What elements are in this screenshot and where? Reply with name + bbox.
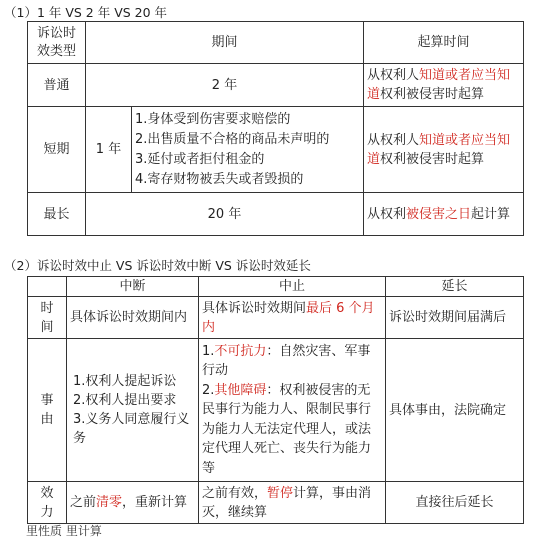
row-effect-extend: 直接往后延长 bbox=[386, 482, 524, 524]
row-short-years: 1 年 bbox=[86, 107, 132, 193]
list-item: 1.不可抗力：自然灾害、军事行动 bbox=[202, 343, 371, 379]
row-normal-type: 普通 bbox=[28, 64, 86, 107]
header-extend: 延长 bbox=[386, 277, 524, 297]
list-item: 2.其他障碍：权利被侵害的无民事行为能力人、限制民事行为能力人无法定代理人，或法定代理人死亡、丧失行为能力等 bbox=[202, 382, 372, 476]
list-item: 4.寄存财物被丢失或者毁损的 bbox=[135, 171, 304, 187]
row-longest-period: 20 年 bbox=[86, 193, 364, 236]
row-longest-type: 最长 bbox=[28, 193, 86, 236]
list-item: 3.延付或者拒付租金的 bbox=[135, 151, 265, 167]
row-normal-start: 从权利人知道或者应当知道权利被侵害时起算 bbox=[364, 64, 524, 107]
row-effect-label: 效力 bbox=[28, 482, 67, 524]
header-blank bbox=[28, 277, 67, 297]
header-start: 起算时间 bbox=[364, 22, 524, 64]
row-short-start: 从权利人知道或者应当知道权利被侵害时起算 bbox=[364, 107, 524, 193]
list-item: 1.身体受到伤害要求赔偿的 bbox=[135, 111, 291, 127]
row-time-suspend: 具体诉讼时效期间内 bbox=[67, 297, 199, 339]
row-reason-extend: 具体事由，法院确定 bbox=[386, 339, 524, 482]
footer-fragment: 里性质 里计算 bbox=[26, 524, 102, 538]
list-item: 3.义务人同意履行义务 bbox=[73, 412, 190, 446]
row-normal-period: 2 年 bbox=[86, 64, 364, 107]
section1-title: （1）1 年 VS 2 年 VS 20 年 bbox=[4, 5, 168, 20]
list-item: 2.权利人提出要求 bbox=[73, 393, 177, 408]
list-item: 1.权利人提起诉讼 bbox=[73, 374, 177, 389]
row-effect-suspend: 之前清零，重新计算 bbox=[67, 482, 199, 524]
section2-title: （2）诉讼时效中止 VS 诉讼时效中断 VS 诉讼时效延长 bbox=[4, 258, 311, 273]
list-item: 2.出售质量不合格的商品未声明的 bbox=[135, 131, 330, 147]
header-type: 诉讼时效类型 bbox=[28, 22, 86, 64]
row-time-label: 时间 bbox=[28, 297, 67, 339]
row-short-items bbox=[132, 107, 364, 193]
header-suspend: 中断 bbox=[67, 277, 199, 297]
row-reason-label: 事由 bbox=[28, 339, 67, 482]
row-reason-suspend bbox=[67, 339, 199, 482]
header-period: 期间 bbox=[86, 22, 364, 64]
limitation-period-table bbox=[27, 21, 524, 236]
row-reason-interrupt bbox=[199, 339, 386, 482]
row-effect-interrupt: 之前有效，暂停计算，事由消灭，继续算 bbox=[199, 482, 386, 524]
header-interrupt: 中止 bbox=[199, 277, 386, 297]
limitation-comparison-table bbox=[27, 276, 524, 524]
row-short-type: 短期 bbox=[28, 107, 86, 193]
row-time-interrupt: 具体诉讼时效期间最后 6 个月内 bbox=[199, 297, 386, 339]
row-time-extend: 诉讼时效期间届满后 bbox=[386, 297, 524, 339]
row-longest-start: 从权利被侵害之日起计算 bbox=[364, 193, 524, 236]
